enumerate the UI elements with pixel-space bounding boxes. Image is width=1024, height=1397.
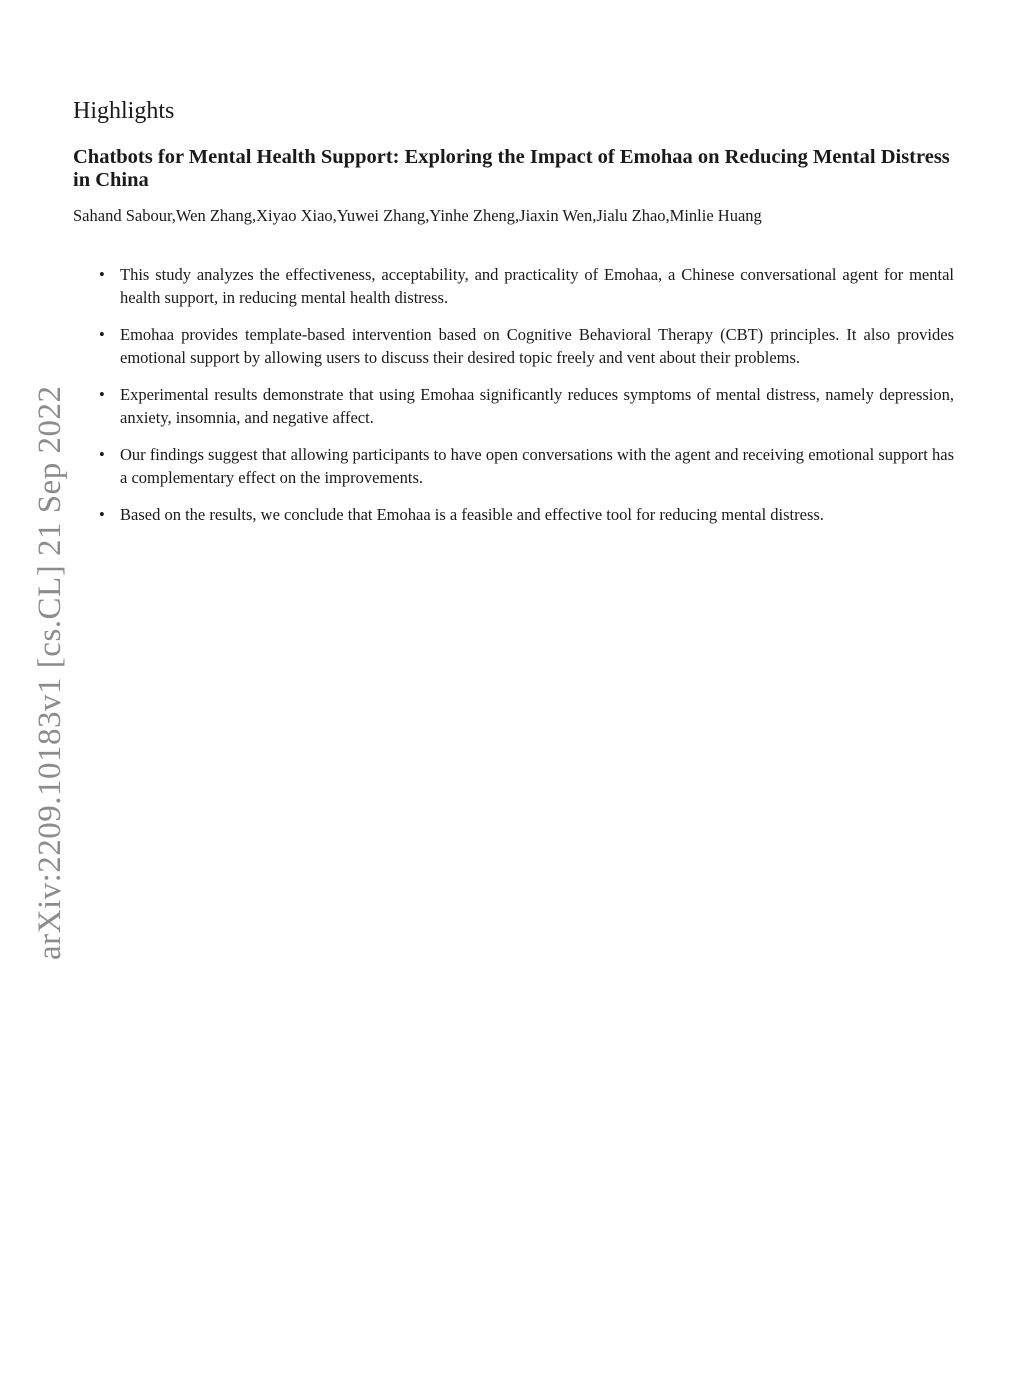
bullet-icon: • xyxy=(99,445,105,464)
highlights-list xyxy=(99,264,954,542)
highlight-text: This study analyzes the effectiveness, acceptability, and practicality of Emohaa, a Chinese conversational agent for mental health support, in reducing mental health distress. xyxy=(120,265,954,307)
section-heading: Highlights xyxy=(73,98,175,124)
highlight-text: Based on the results, we conclude that Emohaa is a feasible and effective tool for reducing mental distress. xyxy=(120,505,824,524)
bullet-icon: • xyxy=(99,325,105,344)
paper-title: Chatbots for Mental Health Support: Exploring the Impact of Emohaa on Reducing Mental Distress in China xyxy=(73,146,950,191)
highlight-item xyxy=(99,444,954,489)
bullet-icon: • xyxy=(99,265,105,284)
arxiv-identifier-stamp: arXiv:2209.10183v1 [cs.CL] 21 Sep 2022 xyxy=(32,385,68,960)
highlight-text: Experimental results demonstrate that using Emohaa significantly reduces symptoms of mental distress, namely depression, anxiety, insomnia, and negative affect. xyxy=(120,385,954,427)
highlight-text: Our findings suggest that allowing participants to have open conversations with the agent and receiving emotional support has a complementary effect on the improvements. xyxy=(120,445,954,487)
author-list: Sahand Sabour,Wen Zhang,Xiyao Xiao,Yuwei Zhang,Yinhe Zheng,Jiaxin Wen,Jialu Zhao,Minlie Huang xyxy=(73,206,762,225)
highlight-item xyxy=(99,384,954,429)
highlight-text: Emohaa provides template-based intervention based on Cognitive Behavioral Therapy (CBT) principles. It also provides emotional support by allowing users to discuss their desired topic freely and vent about their problems. xyxy=(120,325,954,367)
bullet-icon: • xyxy=(99,505,105,524)
highlight-item xyxy=(99,324,954,369)
bullet-icon: • xyxy=(99,385,105,404)
highlight-item xyxy=(99,264,954,309)
highlight-item xyxy=(99,504,954,527)
